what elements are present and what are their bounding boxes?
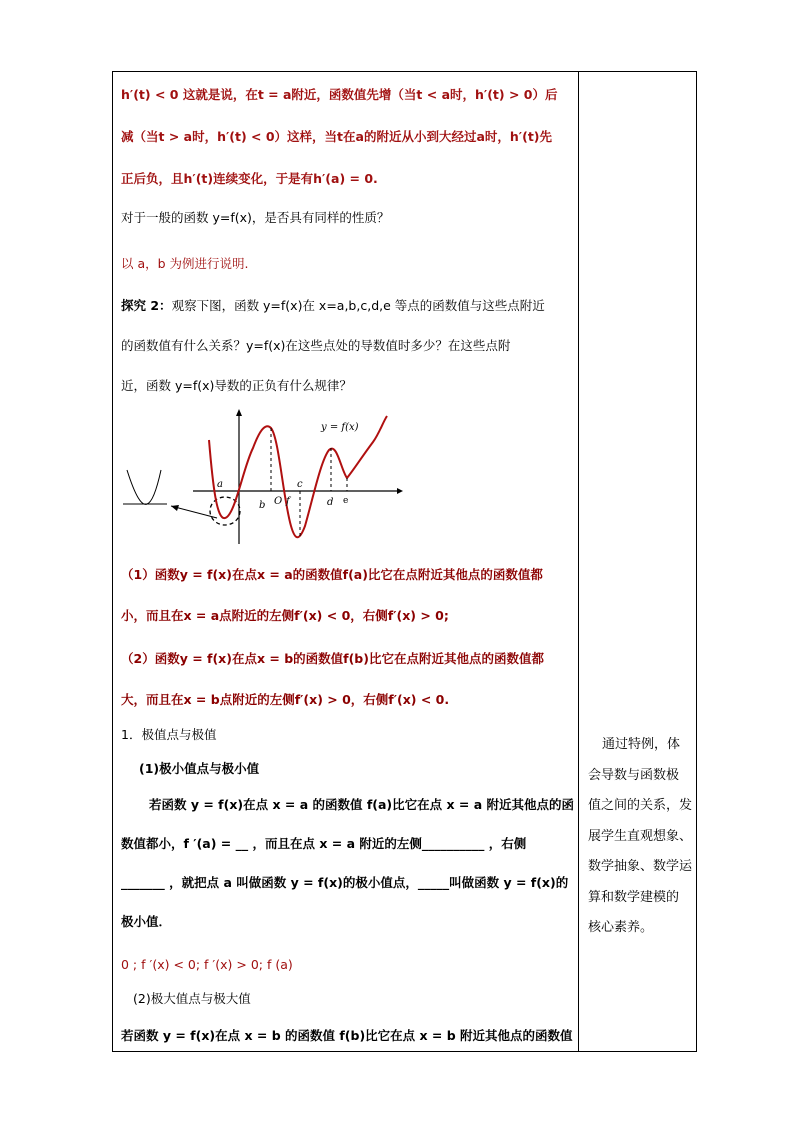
inset-parabola <box>127 470 161 504</box>
side-note-line: 算和数学建模的 <box>588 889 680 905</box>
label-e: e <box>343 496 349 506</box>
example-text: 以 a，b 为例进行说明. <box>121 256 249 271</box>
label-O: O <box>274 496 283 507</box>
observation-2: 大，而且在x = b点附近的左侧f′(x) > 0，右侧f′(x) < 0. <box>121 692 450 707</box>
lesson-table <box>112 71 697 1052</box>
function-curve <box>209 416 387 537</box>
pointer-arrowhead <box>171 505 179 511</box>
observation-1: 小，而且在x = a点附近的左侧f′(x) < 0，右侧f′(x) > 0; <box>121 608 449 623</box>
paragraph-line: h′(t) < 0 这就是说，在t = a附近，函数值先增（当t < a时，h′(t) > 0）后 <box>121 87 558 102</box>
func-label: y = f(x) <box>321 422 359 433</box>
side-note-line: 展学生直观想象、 <box>588 828 693 844</box>
definition-line: 极小值． <box>121 914 172 929</box>
side-note-line: 通过特例，体 <box>602 737 681 752</box>
question-text: 对于一般的函数 y=f(x)，是否具有同样的性质？ <box>121 210 390 225</box>
subsection-title: (2)极大值点与极大值 <box>133 991 251 1006</box>
y-axis-arrow <box>236 409 242 416</box>
column-divider <box>578 72 579 1051</box>
definition-line: 若函数 y = f(x)在点 x = b 的函数值 f(b)比它在点 x = b 附近其他点的函数值 <box>121 1028 573 1043</box>
side-note <box>588 730 694 944</box>
definition-line: 若函数 y = f(x)在点 x = a 的函数值 f(a)比它在点 x = a 附近其他点的函 <box>149 797 575 812</box>
side-note-line: 会导数与函数极 <box>588 767 680 783</box>
label-b: b <box>259 500 266 511</box>
label-c: c <box>297 479 303 490</box>
side-note-line: 值之间的关系，发 <box>588 798 693 813</box>
definition-line: _______ ，就把点 a 叫做函数 y = f(x)的极小值点，_____叫做函数 y = f(x)的 <box>121 875 569 890</box>
label-f: f <box>286 496 290 507</box>
x-axis-arrow <box>397 488 403 494</box>
paragraph-line: 正后负，且h′(t)连续变化，于是有h′(a) = 0. <box>121 171 378 186</box>
function-graph <box>121 408 411 548</box>
side-note-line: 数学抽象、数学运 <box>588 859 693 874</box>
explore-line <box>121 298 545 314</box>
explore-text: 观察下图，函数 y=f(x)在 x=a,b,c,d,e 等点的函数值与这些点附近 <box>171 298 545 313</box>
paragraph-line: 减（当t > a时，h′(t) < 0）这样，当t在a的附近从小到大经过a时，h′(t)先 <box>121 129 553 144</box>
answer-line: 0 ; f ′(x) < 0; f ′(x) > 0; f (a) <box>121 957 293 972</box>
observation-1: （1）函数y = f(x)在点x = a的函数值f(a)比它在点附近其他点的函数值都 <box>121 567 543 582</box>
explore-line: 的函数值有什么关系？y=f(x)在这些点处的导数值时多少？在这些点附 <box>121 338 511 353</box>
subsection-title: (1)极小值点与极小值 <box>139 761 260 776</box>
label-a: a <box>217 479 223 490</box>
explore-label: 探究 2： <box>121 298 172 313</box>
section-title-text: 1．极值点与极值 <box>121 727 217 742</box>
section-title <box>121 727 216 743</box>
explore-line: 近，函数 y=f(x)导数的正负有什么规律？ <box>121 378 352 393</box>
observation-2: （2）函数y = f(x)在点x = b的函数值f(b)比它在点附近其他点的函数值都 <box>121 651 544 666</box>
side-note-line: 核心素养。 <box>588 920 654 935</box>
label-d: d <box>327 497 334 508</box>
definition-line: 数值都小，f ′(a) = __ ，而且在点 x = a 附近的左侧__________ ，右侧 <box>121 836 527 851</box>
